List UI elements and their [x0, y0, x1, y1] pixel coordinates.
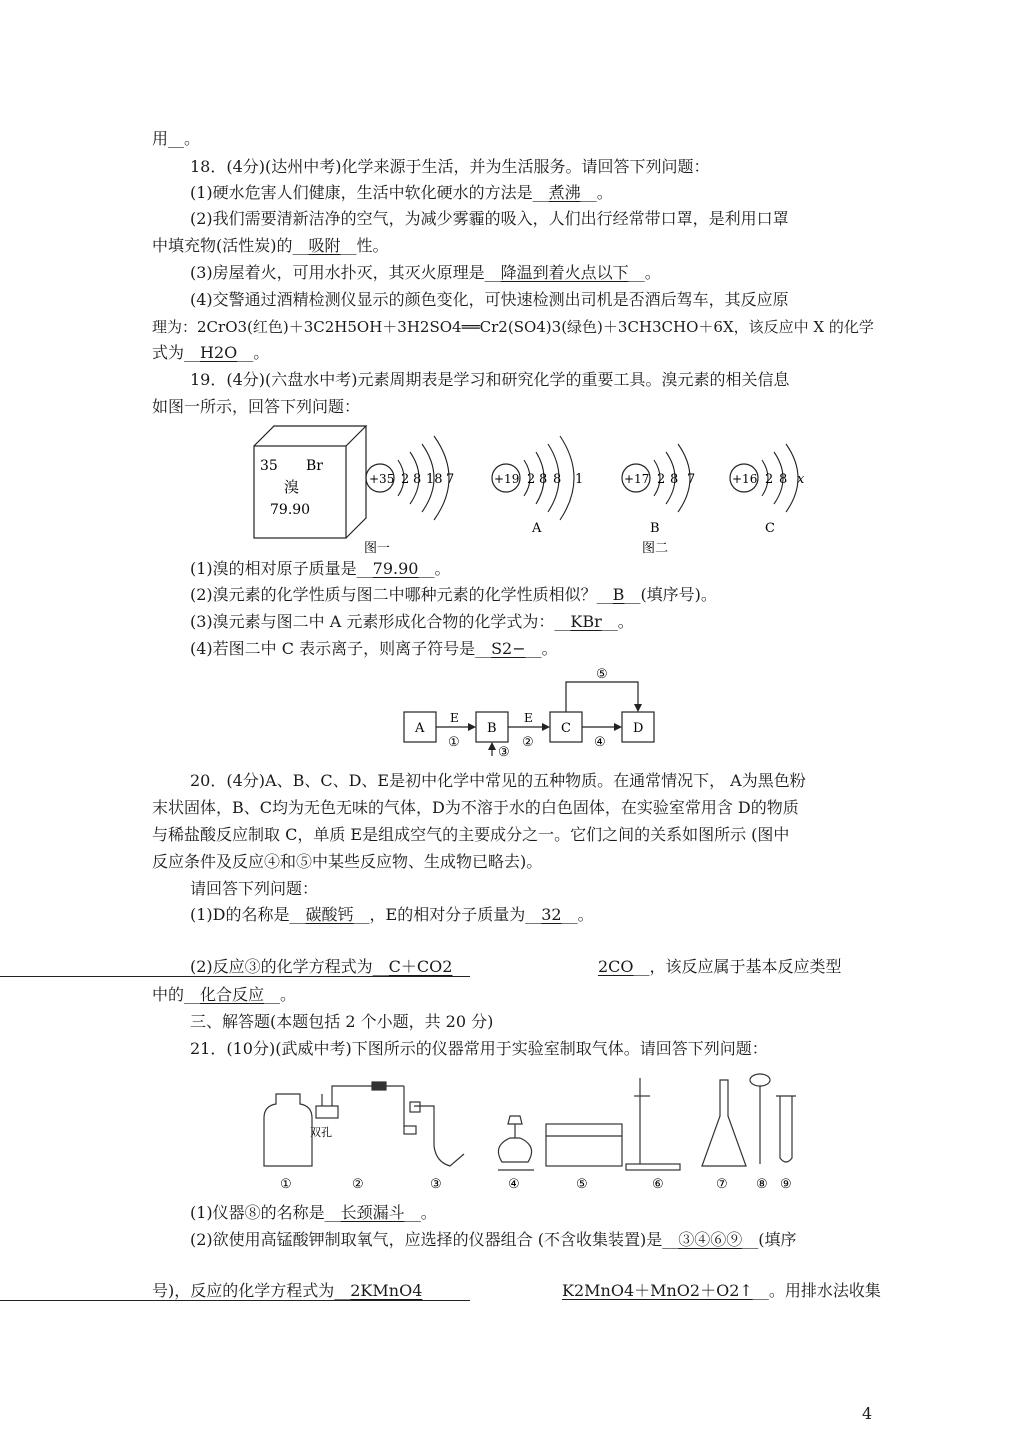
- q21-part2: (2)欲使用高锰酸钾制取氧气，应选择的仪器组合 (不含收集装置)是__③④⑥⑨__(填序: [190, 1230, 797, 1249]
- answer: S2−: [491, 639, 526, 658]
- question-20-prompt: 请回答下列问题：: [190, 879, 319, 898]
- answer: K2MnO4＋MnO2＋O2↑: [562, 1281, 753, 1300]
- bromine-atom: [366, 436, 454, 520]
- svg-text:E: E: [524, 711, 533, 725]
- question-19-cont: 如图一所示，回答下列问题：: [152, 397, 361, 416]
- svg-text:8: 8: [670, 472, 679, 487]
- question-19: 19．(4分)(六盘水中考)元素周期表是学习和研究化学的重要工具。溴元素的相关信息: [190, 370, 790, 389]
- q21-part1: (1)仪器⑧的名称是__长颈漏斗__。: [190, 1203, 437, 1222]
- lab-apparatus-figure: [254, 1066, 814, 1196]
- question-20-line4: 反应条件及反应④和⑤中某些反应物、生成物已略去)。: [152, 852, 543, 871]
- page-number: 4: [862, 1404, 873, 1423]
- q20-part1: (1)D的名称是__碳酸钙__，E的相对分子质量为__32__。: [190, 905, 594, 924]
- label-two-hole: 双孔: [310, 1126, 332, 1139]
- answer: 煮沸: [548, 183, 581, 202]
- svg-text:⑥: ⑥: [652, 1177, 664, 1192]
- label-b: B: [650, 521, 660, 536]
- svg-text:8: 8: [413, 472, 422, 487]
- caption-fig1: 图一: [364, 541, 391, 556]
- svg-text:⑨: ⑨: [780, 1177, 792, 1192]
- svg-text:⑦: ⑦: [716, 1177, 728, 1192]
- q18-equation: 理为：2CrO3(红色)＋3C2H5OH＋3H2SO4══Cr2(SO4)3(绿色)＋3CH3CHO＋6X，该反应中 X 的化学: [152, 318, 874, 336]
- svg-text:8: 8: [539, 472, 548, 487]
- q18-part2: (2)我们需要清新洁净的空气，为减少雾霾的吸入，人们出行经常带口罩，是利用口罩: [190, 209, 789, 228]
- answer: 32: [541, 905, 562, 924]
- svg-text:①: ①: [280, 1177, 292, 1192]
- question-21: 21．(10分)(武威中考)下图所示的仪器常用于实验室制取气体。请回答下列问题：: [190, 1039, 768, 1058]
- answer: ③④⑥⑨: [678, 1230, 743, 1249]
- answer: C＋CO2: [388, 957, 453, 976]
- q19-part4: (4)若图二中 C 表示离子，则离子符号是__S2−__。: [190, 639, 558, 658]
- answer: 降温到着火点以下: [500, 263, 629, 282]
- atomic-number: 35: [260, 458, 278, 474]
- q19-part3: (3)溴元素与图二中 A 元素形成化合物的化学式为：__KBr__。: [190, 612, 634, 631]
- svg-text:⑤: ⑤: [576, 1177, 588, 1192]
- svg-text:2: 2: [527, 472, 536, 487]
- svg-text:②: ②: [352, 1177, 364, 1192]
- label-a: A: [532, 521, 542, 536]
- q19-part1: (1)溴的相对原子质量是__79.90__。: [190, 559, 451, 578]
- q18-part1: (1)硬水危害人们健康，生活中软化硬水的方法是__煮沸__。: [190, 183, 613, 202]
- q20-part2-cont: 2CO__，该反应属于基本反应类型: [598, 957, 842, 976]
- atomic-structure-figure: [250, 418, 830, 560]
- answer: KBr: [570, 612, 602, 631]
- svg-text:18: 18: [426, 472, 443, 487]
- question-20-line3: 与稀盐酸反应制取 C，单质 E是组成空气的主要成分之一。它们之间的关系如图所示 (图中: [152, 825, 790, 844]
- atom-b: [622, 444, 695, 536]
- svg-text:C: C: [561, 721, 571, 736]
- svg-text:7: 7: [687, 472, 696, 487]
- svg-text:④: ④: [508, 1177, 520, 1192]
- q21-part2-equation: 号)，反应的化学方程式为__2KMnO4: [152, 1281, 423, 1300]
- atomic-mass: 79.90: [270, 502, 311, 518]
- q20-part2: (2)反应③的化学方程式为__C＋CO2: [190, 957, 453, 976]
- svg-text:③: ③: [498, 745, 510, 758]
- svg-text:2: 2: [765, 472, 774, 487]
- caption-fig2: 图二: [642, 541, 669, 556]
- answer: 碳酸钙: [305, 905, 354, 924]
- svg-text:①: ①: [448, 735, 460, 750]
- svg-text:2: 2: [401, 472, 410, 487]
- answer: 吸附: [308, 236, 341, 255]
- reaction-flow-diagram: [400, 662, 660, 758]
- svg-text:2: 2: [657, 472, 666, 487]
- svg-text:8: 8: [779, 472, 788, 487]
- element-symbol: Br: [306, 458, 323, 474]
- svg-text:D: D: [633, 721, 644, 736]
- text-line: 用__。: [152, 129, 201, 148]
- svg-text:1: 1: [575, 472, 584, 487]
- svg-text:+35: +35: [369, 472, 395, 486]
- svg-text:⑧: ⑧: [756, 1177, 768, 1192]
- question-20: 20．(4分)A、B、C、D、E是初中化学中常见的五种物质。在通常情况下， A为黑色粉: [190, 771, 806, 790]
- q19-part2: (2)溴元素的化学性质与图二中哪种元素的化学性质相似？__B__(填序号)。: [190, 585, 717, 604]
- answer: H2O: [200, 343, 238, 362]
- svg-text:+16: +16: [732, 472, 758, 486]
- atom-a: [492, 436, 583, 536]
- q18-part4: (4)交警通过酒精检测仪显示的颜色变化，可快速检测出司机是否酒后驾车，其反应原: [190, 290, 789, 309]
- answer: B: [612, 585, 625, 604]
- answer: 化合反应: [200, 985, 265, 1004]
- svg-text:④: ④: [594, 735, 606, 750]
- q21-part2-equation-cont: K2MnO4＋MnO2＋O2↑__。用排水法收集: [562, 1281, 881, 1300]
- section-3-heading: 三、解答题(本题包括 2 个小题，共 20 分): [190, 1012, 494, 1031]
- svg-text:⑤: ⑤: [596, 667, 608, 682]
- element-name: 溴: [284, 478, 300, 496]
- q20-part2-type: 中的__化合反应__。: [152, 985, 297, 1004]
- answer: 长颈漏斗: [340, 1203, 405, 1222]
- q18-part4-answer: 式为__H2O__。: [152, 343, 270, 362]
- svg-text:8: 8: [553, 472, 562, 487]
- q18-part3: (3)房屋着火，可用水扑灭，其灭火原理是__降温到着火点以下__。: [190, 263, 661, 282]
- svg-text:+19: +19: [494, 472, 520, 486]
- svg-text:E: E: [450, 711, 459, 725]
- question-18: 18．(4分)(达州中考)化学来源于生活，并为生活服务。请回答下列问题：: [190, 157, 710, 176]
- question-20-line2: 末状固体，B、C均为无色无味的气体，D为不溶于水的白色固体，在实验室常用含 D的物质: [152, 798, 799, 817]
- svg-text:②: ②: [522, 735, 534, 750]
- svg-text:③: ③: [430, 1177, 442, 1192]
- svg-text:x: x: [797, 472, 805, 487]
- element-cube: [254, 426, 366, 538]
- answer: 79.90: [372, 559, 419, 578]
- svg-text:+17: +17: [624, 472, 650, 486]
- label-c: C: [765, 521, 775, 536]
- answer: 2CO: [598, 957, 634, 976]
- answer: 2KMnO4: [350, 1281, 423, 1300]
- svg-text:7: 7: [446, 472, 455, 487]
- svg-text:B: B: [487, 721, 497, 736]
- atom-c: [730, 444, 805, 536]
- q18-part2-cont: 中填充物(活性炭)的__吸附__性。: [152, 236, 389, 255]
- svg-text:A: A: [415, 721, 425, 736]
